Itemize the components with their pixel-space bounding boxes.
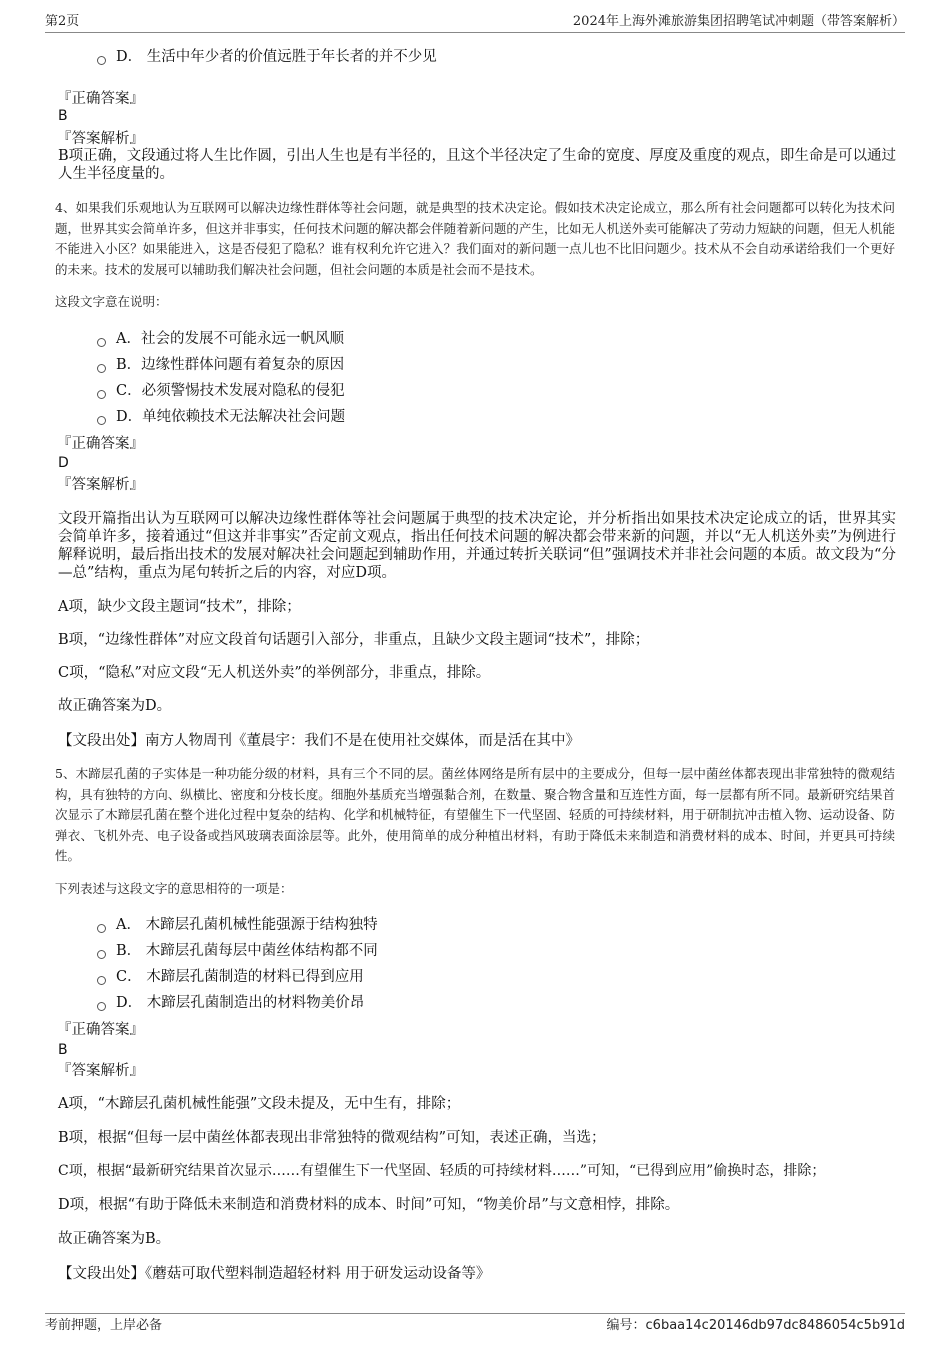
q5-answer: B (58, 1042, 68, 1058)
radio-icon[interactable] (97, 950, 106, 959)
q3-analysis-label: 『答案解析』 (57, 131, 144, 147)
radio-icon[interactable] (97, 338, 106, 347)
q4-analysis-b: B项，“边缘性群体”对应文段首句话题引入部分，非重点，且缺少文段主题词“技术”，排除； (58, 632, 650, 648)
q5-option-d[interactable]: D． 木蹄层孔菌制造出的材料物美价昂 (97, 993, 364, 1013)
radio-icon[interactable] (97, 924, 106, 933)
radio-icon[interactable] (97, 364, 106, 373)
document-code: 编号：c6baa14c20146db97dc8486054c5b91d (606, 1318, 905, 1333)
q5-stem: 5、木蹄层孔菌的子实体是一种功能分级的材料，具有三个不同的层。菌丝体网络是所有层中的主要成分，但每一层中菌丝体都表现出非常独特的微观结构，具有独特的方向、纵横比、密度和分枝长度。细胞外基质充当增强黏合剂，在数量、聚合物含量和互连性方面，每一层都有所不同。最新研究结果首次显示了木蹄层孔菌在整个进化过程中复杂的结构、化学和机械特征，有望催生下一代坚固、轻质的可持续材料，用于研制抗冲击植入物、运动设备、防弹衣、飞机外壳、电子设备或挡风玻璃表面涂层等。此外，使用简单的成分种植出材料，有助于降低未来制造和消费材料的成本、时间，并更具可持续性。 (55, 766, 895, 863)
q4-answer: D (58, 455, 69, 471)
q5-option-a[interactable]: A． 木蹄层孔菌机械性能强源于结构独特 (97, 915, 378, 935)
page-header (45, 12, 905, 33)
q4-conclusion: 故正确答案为D。 (58, 698, 172, 714)
q4-analysis-c: C项，“隐私”对应文段“无人机送外卖”的举例部分，非重点，排除。 (58, 665, 491, 681)
q5-analysis-b: B项，根据“但每一层中菌丝体都表现出非常独特的微观结构”可知，表述正确，当选； (58, 1130, 606, 1146)
q5-option-b[interactable]: B． 木蹄层孔菌每层中菌丝体结构都不同 (97, 941, 378, 961)
q5-analysis-d: D项，根据“有助于降低未来制造和消费材料的成本、时间”可知，“物美价昂”与文意相悖，排除。 (58, 1197, 680, 1213)
q4-stem: 4、如果我们乐观地认为互联网可以解决边缘性群体等社会问题，就是典型的技术决定论。假如技术决定论成立，那么所有社会问题都可以转化为技术问题，世界其实会简单许多，但这并非事实，任何技术问题的解决都会伴随着新问题的产生，比如无人机送外卖可能解决了劳动力短缺的问题，但无人机能不能进入小区？如果能进入，这是否侵犯了隐私？谁有权利允许它进入？我们面对的新问题一点儿也不比旧问题少。技术从不会自动承诺给我们一个更好的未来。技术的发展可以辅助我们解决社会问题，但社会问题的本质是社会而不是技术。 (55, 200, 895, 277)
q5-option-c[interactable]: C． 木蹄层孔菌制造的材料已得到应用 (97, 967, 364, 987)
q5-analysis-a: A项，“木蹄层孔菌机械性能强”文段未提及，无中生有，排除； (58, 1096, 461, 1112)
q4-option-d[interactable]: D．单纯依赖技术无法解决社会问题 (97, 407, 345, 427)
q5-answer-label: 『正确答案』 (57, 1022, 144, 1038)
q4-analysis-a: A项，缺少文段主题词“技术”，排除； (58, 599, 301, 615)
footer-slogan: 考前押题，上岸必备 (45, 1318, 163, 1333)
q4-analysis-main: 文段开篇指出认为互联网可以解决边缘性群体等社会问题属于典型的技术决定论，并分析指出如果技术决定论成立的话，世界其实会简单许多，接着通过“但这并非事实”否定前文观点，指出任何技术问题的解决都会带来新的问题，并以“无人机送外卖”为例进行解释说明，最后指出技术的发展对解决社会问题起到辅助作用，并通过转折关联词“但”强调技术并非社会问题的本质。故文段为“分—总”结构，重点为尾句转折之后的内容，对应D项。 (58, 511, 896, 581)
q3-answer: B (58, 108, 68, 124)
document-title: 2024年上海外滩旅游集团招聘笔试冲刺题（带答案解析） (572, 14, 905, 29)
q3-answer-label: 『正确答案』 (57, 91, 144, 107)
radio-icon[interactable] (97, 390, 106, 399)
radio-icon[interactable] (97, 1002, 106, 1011)
q5-analysis-label: 『答案解析』 (57, 1063, 144, 1079)
radio-icon[interactable] (97, 56, 106, 65)
q5-analysis-c: C项，根据“最新研究结果首次显示……有望催生下一代坚固、轻质的可持续材料……”可知，“已得到应用”偷换时态，排除； (58, 1163, 826, 1179)
page-number: 第2页 (45, 14, 80, 29)
q4-option-b[interactable]: B．边缘性群体问题有着复杂的原因 (97, 355, 344, 375)
q5-conclusion: 故正确答案为B。 (58, 1231, 171, 1247)
q4-prompt: 这段文字意在说明： (55, 294, 168, 309)
q3-option-d[interactable]: D． 生活中年少者的价值远胜于年长者的并不少见 (97, 47, 437, 67)
q5-prompt: 下列表述与这段文字的意思相符的一项是： (55, 881, 293, 896)
page-footer (45, 1313, 905, 1337)
q4-option-a[interactable]: A．社会的发展不可能永远一帆风顺 (97, 329, 344, 349)
q5-source: 【文段出处】《蘑菇可取代塑料制造超轻材料 用于研发运动设备等》 (58, 1266, 491, 1282)
radio-icon[interactable] (97, 416, 106, 425)
q4-answer-label: 『正确答案』 (57, 436, 144, 452)
radio-icon[interactable] (97, 976, 106, 985)
q4-analysis-label: 『答案解析』 (57, 477, 144, 493)
q4-source: 【文段出处】南方人物周刊《董晨宇：我们不是在使用社交媒体，而是活在其中》 (58, 733, 580, 749)
q4-option-c[interactable]: C．必须警惕技术发展对隐私的侵犯 (97, 381, 345, 401)
q3-analysis: B项正确，文段通过将人生比作圆，引出人生也是有半径的，且这个半径决定了生命的宽度、厚度及重度的观点，即生命是可以通过人生半径度量的。 (58, 148, 896, 182)
